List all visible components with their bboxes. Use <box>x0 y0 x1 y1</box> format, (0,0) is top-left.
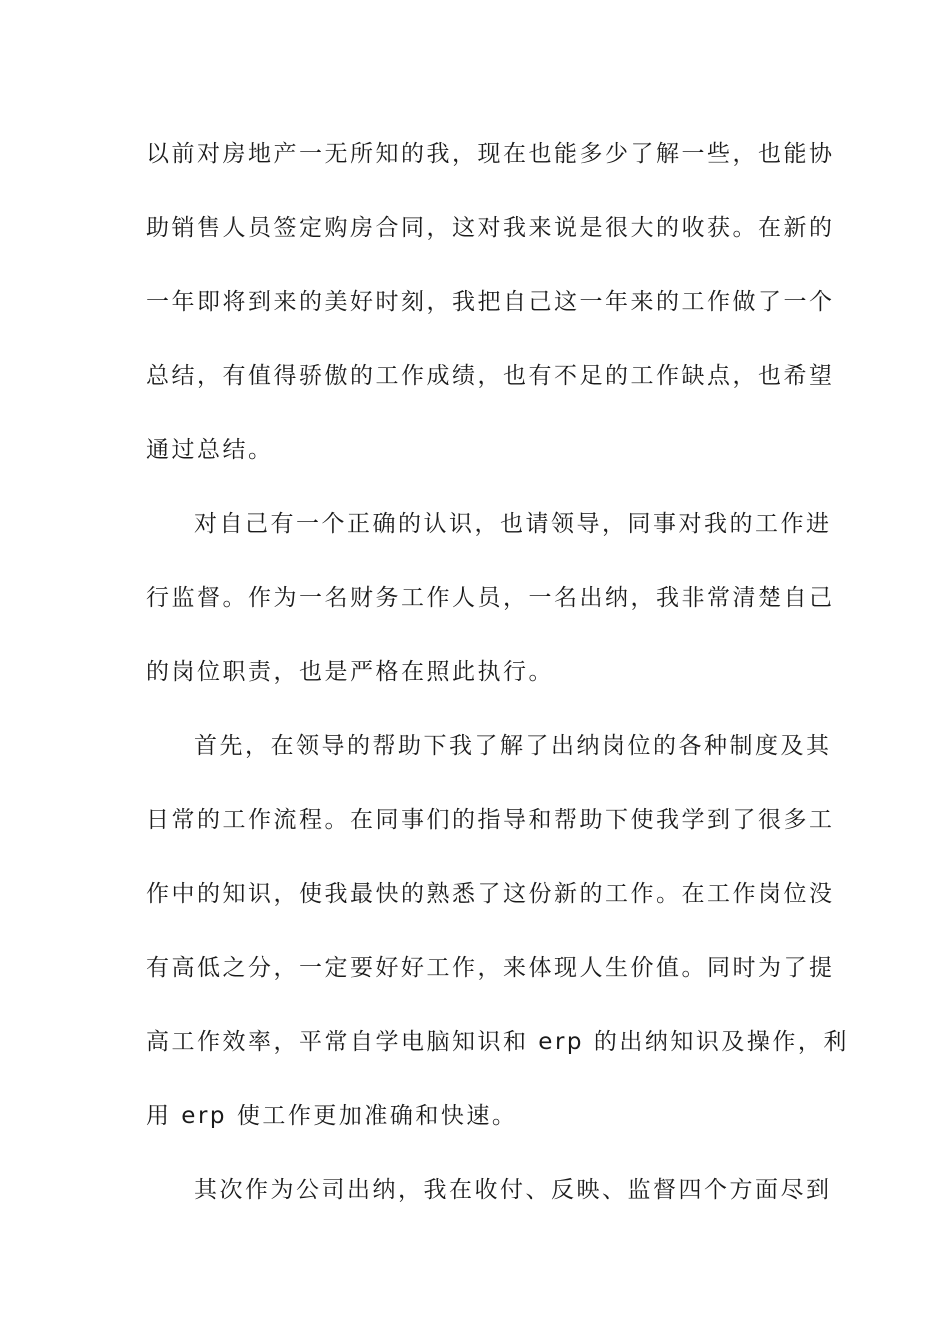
paragraph-start-line: 其次作为公司出纳，我在收付、反映、监督四个方面尽到 <box>194 1177 832 1203</box>
text-line: 以前对房地产一无所知的我，现在也能多少了解一些，也能协 <box>146 141 835 167</box>
text-line: 高工作效率，平常自学电脑知识和 erp 的出纳知识及操作，利 <box>146 1029 849 1055</box>
text-line: 行监督。作为一名财务工作人员，一名出纳，我非常清楚自己 <box>146 585 835 611</box>
paragraph-start-line: 首先，在领导的帮助下我了解了出纳岗位的各种制度及其 <box>194 733 832 759</box>
text-line: 助销售人员签定购房合同，这对我来说是很大的收获。在新的 <box>146 215 835 241</box>
text-line: 用 erp 使工作更加准确和快速。 <box>146 1103 518 1129</box>
text-line: 有高低之分，一定要好好工作，来体现人生价值。同时为了提 <box>146 955 835 981</box>
text-line: 一年即将到来的美好时刻，我把自己这一年来的工作做了一个 <box>146 289 835 315</box>
text-line: 的岗位职责，也是严格在照此执行。 <box>146 659 554 685</box>
text-line: 总结，有值得骄傲的工作成绩，也有不足的工作缺点，也希望 <box>146 363 835 389</box>
text-line: 作中的知识，使我最快的熟悉了这份新的工作。在工作岗位没 <box>146 881 835 907</box>
paragraph-start-line: 对自己有一个正确的认识，也请领导，同事对我的工作进 <box>194 511 832 537</box>
text-line: 通过总结。 <box>146 437 274 463</box>
text-line: 日常的工作流程。在同事们的指导和帮助下使我学到了很多工 <box>146 807 835 833</box>
